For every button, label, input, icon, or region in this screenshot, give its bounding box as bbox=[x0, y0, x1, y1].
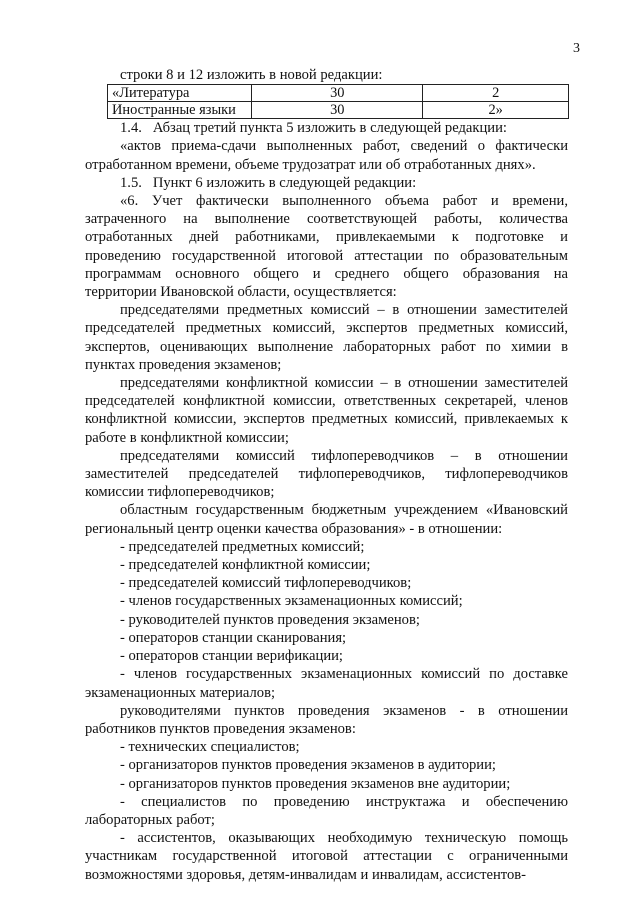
amendment-table bbox=[107, 84, 569, 119]
list-item: - технических специалистов; bbox=[120, 739, 300, 756]
list-item: - руководителей пунктов проведения экзаменов; bbox=[120, 611, 420, 628]
table-cell: 2 bbox=[423, 85, 569, 102]
list-item: - председателей комиссий тифлопереводчиков; bbox=[120, 575, 412, 592]
paragraph: 1.4. Абзац третий пункта 5 изложить в следующей редакции: bbox=[120, 120, 507, 137]
table-row bbox=[108, 102, 569, 119]
table-cell: 2» bbox=[423, 102, 569, 119]
page-number: 3 bbox=[573, 41, 580, 56]
paragraph: председателями конфликтной комиссии – в отношении заместителей председателей конфликтной комиссии, ответственных секретарей, членов конфликтной комиссии, экспертов предметных комиссий, привлекаемых к работе в конфликтной комиссии; bbox=[85, 375, 568, 446]
table-cell: 30 bbox=[252, 102, 423, 119]
table-row bbox=[108, 85, 569, 102]
paragraph: председателями предметных комиссий – в отношении заместителей председателей предметных комиссий, экспертов предметных комиссий, экспертов, оценивающих выполнение лабораторных работ по химии в пунктах проведения экзаменов; bbox=[85, 302, 568, 373]
list-item: - специалистов по проведению инструктажа и обеспечению лабораторных работ; bbox=[85, 793, 568, 828]
paragraph-list bbox=[85, 119, 568, 884]
paragraph: 1.5. Пункт 6 изложить в следующей редакции: bbox=[120, 174, 417, 191]
list-item: - ассистентов, оказывающих необходимую техническую помощь участникам государственной итоговой аттестации с ограниченными возможностями здоровья, детям-инвалидам и инвалидам, ассистентов- bbox=[85, 830, 568, 883]
list-item: - членов государственных экзаменационных комиссий по доставке экзаменационных материалов; bbox=[85, 666, 568, 701]
paragraph: «актов приема-сдачи выполненных работ, сведений о фактически отработанном времени, объеме трудозатрат или об отработанных днях». bbox=[85, 138, 568, 173]
paragraph: руководителями пунктов проведения экзаменов - в отношении работников пунктов проведения экзаменов: bbox=[85, 702, 568, 737]
list-item: - членов государственных экзаменационных комиссий; bbox=[120, 593, 463, 610]
list-item: - организаторов пунктов проведения экзаменов вне аудитории; bbox=[120, 775, 511, 792]
list-item: - председателей конфликтной комиссии; bbox=[120, 557, 371, 574]
paragraph: председателями комиссий тифлопереводчиков – в отношении заместителей председателей тифлопереводчиков, тифлопереводчиков комиссии тифлопереводчиков; bbox=[85, 447, 568, 501]
list-item: - председателей предметных комиссий; bbox=[120, 538, 365, 555]
table-cell: Иностранные языки bbox=[108, 102, 252, 119]
paragraph: областным государственным бюджетным учреждением «Ивановский региональный центр оценки качества образования» - в отношении: bbox=[85, 502, 568, 537]
list-item: - операторов станции сканирования; bbox=[120, 629, 347, 646]
paragraph: «6. Учет фактически выполненного объема работ и времени, затраченного на выполнение соответствующей работы, количества отработанных дней работниками, привлекаемыми к подготовке и проведению государственной итоговой аттестации по образовательным программам основного общего и среднего общего образования на территории Ивановской области, осуществляется: bbox=[85, 193, 568, 301]
list-item: - организаторов пунктов проведения экзаменов в аудитории; bbox=[120, 757, 496, 774]
table-cell: «Литература bbox=[108, 85, 252, 102]
table-cell: 30 bbox=[252, 85, 423, 102]
intro-line: строки 8 и 12 изложить в новой редакции: bbox=[120, 67, 383, 83]
document-body bbox=[85, 66, 568, 884]
list-item: - операторов станции верификации; bbox=[120, 648, 343, 665]
